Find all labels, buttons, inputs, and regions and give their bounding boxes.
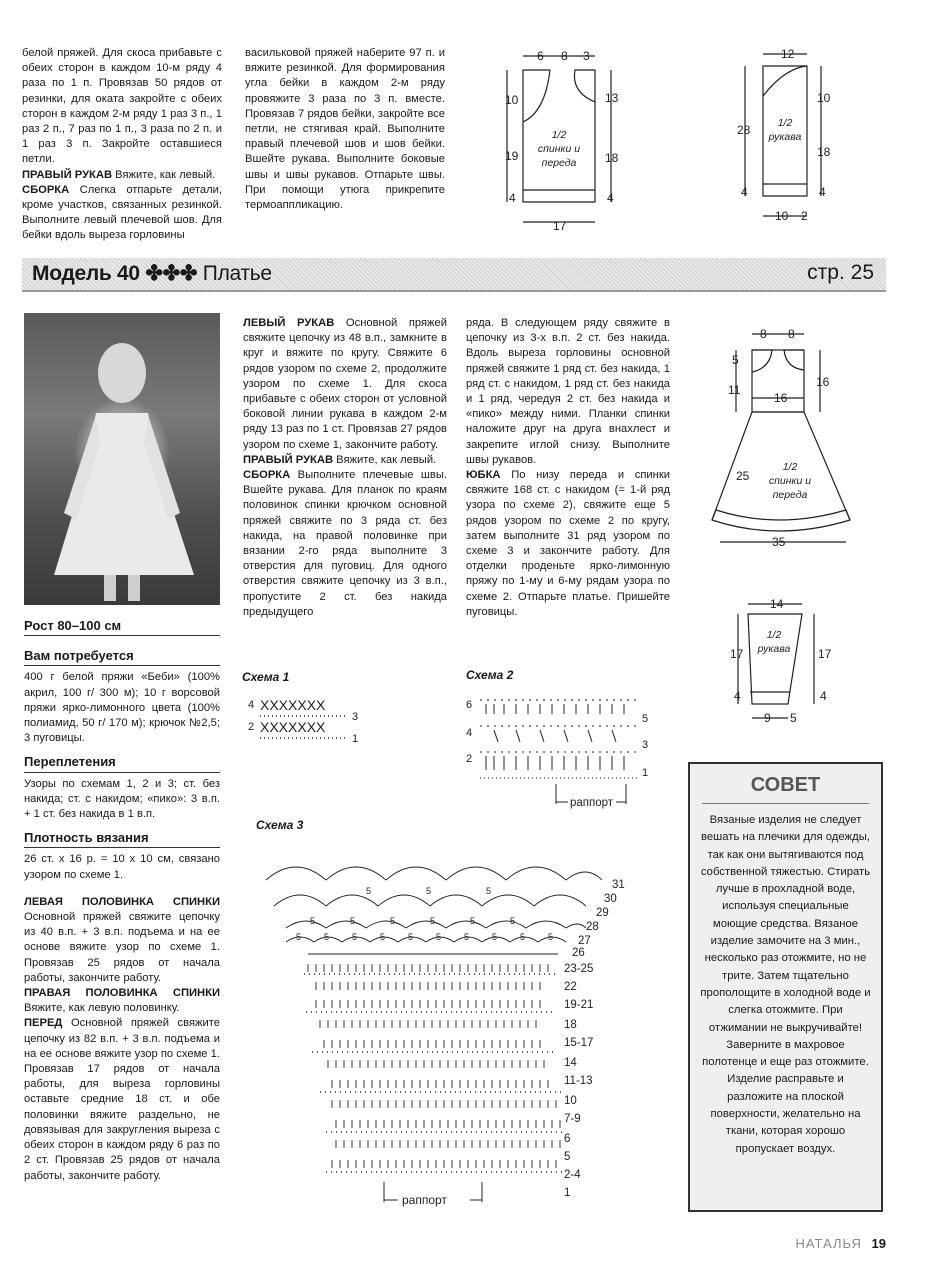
label-line2: спинки и bbox=[768, 475, 812, 487]
svg-text:5: 5 bbox=[642, 713, 649, 725]
svg-text:30: 30 bbox=[604, 893, 617, 905]
assembly-heading-2: СБОРКА bbox=[243, 469, 291, 482]
model-banner bbox=[22, 258, 886, 292]
svg-text:2: 2 bbox=[248, 721, 255, 733]
scheme-1-title: Схема 1 bbox=[242, 670, 290, 684]
tip-box bbox=[688, 762, 883, 1212]
dim-left-3: 4 bbox=[509, 191, 516, 205]
dim-right: 16 bbox=[816, 375, 830, 389]
dim-top-a: 6 bbox=[537, 49, 544, 63]
scheme-3-title: Схема 3 bbox=[256, 818, 304, 832]
materials-heading: Вам потребуется bbox=[24, 648, 220, 666]
height-heading: Рост 80–100 см bbox=[24, 618, 220, 636]
svg-text:1: 1 bbox=[642, 767, 649, 779]
right-sleeve-text: Вяжите, как левый. bbox=[333, 453, 437, 466]
dim-top-c: 3 bbox=[583, 49, 590, 63]
assembly-text-2: Выполните плечевые швы. Вшейте рукава. Для планок по краям половинок спинки крючком основной пряжей свяжите по 3 ряда ст. без накида, на правой половинке при вязании 2-го ряда выполните 3 отверстия для пуговиц. Для одного отверстия свяжите цепочку из 3 в.п., пропустите 2 ст. без накида предыдущего bbox=[243, 469, 447, 618]
label-line2: рукава bbox=[757, 643, 791, 655]
diagram-dress-sleeve bbox=[728, 596, 848, 730]
skirt-text: По низу переда и спинки свяжите 168 ст. с накидом (= 1-й ряд узора по схеме 2), свяжите еще 5 рядов узором по схеме 2 по кругу, затем выполните 31 ряд узором по схеме 3 и закончите работу. Для отделки проденьте ярко-лимонную пряжу по 1-му и 6-му рядам узора по схеме 2. Отпарьте платье. Пришейте пуговицы. bbox=[466, 469, 670, 618]
dim-right-1: 13 bbox=[605, 91, 619, 105]
tip-text: Вязаные изделия не следует вешать на плечики для одежды, так как они вытягиваются под собственной тяжестью. Стирать лучше в прохладной воде, используя специальные моющие средства. Вязаное изделие замочите на 3 мин., несколько раз отожмите, но не трите. Затем тщательно прополощите в холодной воде и слегка отожмите. При отжимании не выкручивайте! Заверните в махровое полотенце и еще раз отожмите. Изделие расправьте и разложите на плоской поверхности, желательно на ткани, которая хорошо пропускает воздух. bbox=[700, 814, 871, 1155]
dim-right-1: 10 bbox=[817, 91, 831, 105]
model-name: Платье bbox=[202, 262, 272, 285]
assembly-heading: СБОРКА bbox=[22, 183, 70, 196]
svg-text:18: 18 bbox=[564, 1019, 577, 1031]
dim-bottom-a: 9 bbox=[764, 711, 771, 725]
svg-text:5: 5 bbox=[436, 932, 442, 942]
scheme-3-rapport-label: раппорт bbox=[402, 1193, 447, 1207]
dim-top: 14 bbox=[770, 597, 784, 611]
page-number: 19 bbox=[871, 1236, 886, 1251]
dim-left-1: 10 bbox=[505, 93, 519, 107]
label-fraction: 1/2 bbox=[766, 629, 782, 641]
svg-text:14: 14 bbox=[564, 1057, 577, 1069]
left-sleeve-text: Основной пряжей свяжите цепочку из 48 в.п., замкните в круг и вяжите по кругу. Свяжите 6 рядов узором по схеме 2, продолжите узором по схеме 1. Для скоса прибавьте с обеих сторон от условной боковой линии рукава в каждом 2-м ряду 13 раз по 1 ст. Провязав 27 рядов узором по схеме 1, закончите работу. bbox=[243, 317, 447, 451]
dim-right: 17 bbox=[818, 647, 832, 661]
model-title bbox=[32, 261, 272, 286]
scheme-2-rapport-label: раппорт bbox=[570, 797, 614, 809]
left-back-text: Основной пряжей свяжите цепочку из 40 в.п. + 3 в.п. подъема и на ее основе вяжите узор по схеме 1. Провязав 25 рядов от начала работы, закончите работу. bbox=[24, 911, 220, 984]
svg-text:26: 26 bbox=[572, 947, 585, 959]
svg-text:5: 5 bbox=[380, 932, 386, 942]
front-heading: ПЕРЕД bbox=[24, 1017, 63, 1030]
label-fraction: 1/2 bbox=[777, 117, 793, 129]
svg-text:5: 5 bbox=[366, 886, 372, 896]
dim-left: 28 bbox=[737, 123, 751, 137]
label-line3: переда bbox=[541, 157, 577, 169]
dress-photo bbox=[24, 313, 220, 605]
svg-text:1: 1 bbox=[564, 1187, 571, 1199]
right-sleeve-text: Вяжите, как левый. bbox=[112, 168, 216, 181]
left-sleeve-heading: ЛЕВЫЙ РУКАВ bbox=[243, 317, 335, 329]
right-sleeve-heading: ПРАВЫЙ РУКАВ bbox=[22, 168, 113, 181]
scheme-2-chart bbox=[464, 694, 664, 814]
dim-bottom-b: 5 bbox=[790, 711, 797, 725]
diagram-dress-body bbox=[700, 320, 900, 556]
materials-text: 400 г белой пряжи «Беби» (100% акрил, 100 г/ 300 м); 10 г ворсовой пряжи ярко-лимонного цвета (100% полиамид, 50 г/ 170 м); крючок №2,5; 3 пуговицы. bbox=[24, 671, 220, 745]
dim-right-3: 4 bbox=[607, 191, 614, 205]
dim-top-a: 8 bbox=[760, 327, 767, 341]
svg-text:2-4: 2-4 bbox=[564, 1169, 581, 1181]
svg-text:5: 5 bbox=[510, 916, 516, 926]
svg-text:7-9: 7-9 bbox=[564, 1113, 581, 1125]
right-back-text: Вяжите, как левую половинку. bbox=[24, 1002, 180, 1015]
dim-bottom: 10 bbox=[775, 209, 789, 223]
svg-text:4: 4 bbox=[248, 699, 255, 711]
left-back-heading: ЛЕВАЯ ПОЛОВИНКА СПИНКИ bbox=[24, 895, 220, 908]
svg-text:5: 5 bbox=[486, 886, 492, 896]
page-reference: стр. 25 bbox=[807, 261, 874, 284]
svg-text:5: 5 bbox=[430, 916, 436, 926]
right-sleeve-heading: ПРАВЫЙ РУКАВ bbox=[243, 453, 334, 466]
dim-top-b: 8 bbox=[561, 49, 568, 63]
svg-text:5: 5 bbox=[352, 932, 358, 942]
svg-text:11-13: 11-13 bbox=[564, 1075, 593, 1087]
svg-text:1: 1 bbox=[352, 733, 359, 745]
svg-text:5: 5 bbox=[426, 886, 432, 896]
dim-left-2: 4 bbox=[741, 185, 748, 199]
dim-top-b: 8 bbox=[788, 327, 795, 341]
svg-text:3: 3 bbox=[642, 739, 649, 751]
svg-text:15-17: 15-17 bbox=[564, 1037, 594, 1049]
svg-text:4: 4 bbox=[466, 727, 473, 739]
left-column bbox=[24, 618, 220, 1184]
diagram-half-back-front bbox=[495, 42, 625, 234]
assembly-text: Слегка отпарьте детали, кроме участков, связанных резинкой. Выполните левый плечевой шов. Для бейки вдоль выреза горловины bbox=[22, 183, 222, 242]
magazine-name: НАТАЛЬЯ bbox=[795, 1236, 862, 1251]
svg-text:28: 28 bbox=[586, 921, 599, 933]
dim-right-3: 4 bbox=[819, 185, 826, 199]
svg-text:3: 3 bbox=[352, 711, 359, 723]
svg-text:5: 5 bbox=[324, 932, 330, 942]
svg-text:5: 5 bbox=[408, 932, 414, 942]
top-column-2 bbox=[245, 46, 445, 213]
model-number: Модель 40 bbox=[32, 262, 140, 285]
dim-left-2: 11 bbox=[728, 383, 741, 397]
svg-text:10: 10 bbox=[564, 1095, 577, 1107]
stitches-heading: Переплетения bbox=[24, 754, 220, 772]
svg-text:6: 6 bbox=[466, 699, 473, 711]
svg-text:27: 27 bbox=[578, 935, 591, 947]
skirt-heading: ЮБКА bbox=[466, 469, 501, 482]
page-footer bbox=[796, 1236, 886, 1251]
svg-text:XXXXXXX: XXXXXXX bbox=[260, 719, 326, 735]
svg-text:5: 5 bbox=[296, 932, 302, 942]
dim-middle: 16 bbox=[774, 391, 788, 405]
scheme-2-title: Схема 2 bbox=[466, 668, 514, 682]
dim-left-2: 4 bbox=[734, 689, 741, 703]
dim-bottom: 35 bbox=[772, 535, 786, 549]
top-column-1 bbox=[22, 46, 222, 244]
dim-bottom-2: 2 bbox=[801, 209, 808, 223]
svg-text:5: 5 bbox=[464, 932, 470, 942]
label-line2: рукава bbox=[768, 131, 802, 143]
front-text: Основной пряжей свяжите цепочку из 82 в.п. + 3 в.п. подъема и на ее основе вяжите узор по схеме 1. Провязав 17 рядов от начала работы, для выреза горловины оставьте средние 18 ст. и обе половинки вяжите раздельно, не довязывая для закругления выреза с обеих сторон в каждом ряду 6 раз по 2 ст. Провязав 25 рядов от начала работы, закончите работу. bbox=[24, 1017, 220, 1182]
label-fraction: 1/2 bbox=[551, 129, 567, 141]
dim-right-2: 18 bbox=[817, 145, 831, 159]
diagram-half-sleeve bbox=[735, 46, 845, 228]
svg-text:2: 2 bbox=[466, 753, 473, 765]
gauge-text: 26 ст. х 16 р. = 10 х 10 см, связано узором по схеме 1. bbox=[24, 853, 220, 881]
svg-text:5: 5 bbox=[548, 932, 554, 942]
top-col1-text: белой пряжей. Для скоса прибавьте с обеих сторон в каждом 10-м ряду 4 раза по 1 п. Провязав 50 рядов от резинки, для оката закройте с обеих сторон в каждом 2-м ряду 1 раз 3 п., 1 раз 2 п., 7 раз по 1 п., 3 раза по 2 п. и 1 раз 3 п. Закройте оставшиеся петли. bbox=[22, 47, 222, 166]
tip-heading: СОВЕТ bbox=[702, 764, 869, 804]
stitches-text: Узоры по схемам 1, 2 и 3; ст. без накида; ст. с накидом; «пико»: 3 в.п. + 1 ст. без накида в 1 в.п. bbox=[24, 777, 220, 821]
right-column bbox=[466, 316, 670, 620]
svg-text:5: 5 bbox=[520, 932, 526, 942]
dim-left-1: 5 bbox=[732, 353, 739, 367]
right-back-heading: ПРАВАЯ ПОЛОВИНКА СПИНКИ bbox=[24, 987, 220, 1000]
svg-text:22: 22 bbox=[564, 981, 577, 993]
gauge-heading: Плотность вязания bbox=[24, 830, 220, 848]
svg-text:19-21: 19-21 bbox=[564, 999, 594, 1011]
svg-text:5: 5 bbox=[310, 916, 316, 926]
scheme-3-chart bbox=[256, 850, 636, 1212]
svg-text:23-25: 23-25 bbox=[564, 963, 594, 975]
svg-text:5: 5 bbox=[564, 1151, 571, 1163]
svg-text:5: 5 bbox=[492, 932, 498, 942]
dim-bottom: 17 bbox=[553, 219, 567, 233]
label-fraction: 1/2 bbox=[782, 461, 798, 473]
ornament-icon: ✤✤✤ bbox=[145, 262, 198, 285]
label-line2: спинки и bbox=[537, 143, 581, 155]
dim-right-2: 4 bbox=[820, 689, 827, 703]
svg-text:29: 29 bbox=[596, 907, 609, 919]
svg-text:6: 6 bbox=[564, 1133, 571, 1145]
dim-top: 12 bbox=[781, 47, 795, 61]
svg-text:5: 5 bbox=[350, 916, 356, 926]
svg-text:XXXXXXX: XXXXXXX bbox=[260, 697, 326, 713]
dim-diagonal: 25 bbox=[736, 469, 750, 483]
dim-left: 17 bbox=[730, 647, 744, 661]
middle-column bbox=[243, 316, 447, 620]
svg-text:31: 31 bbox=[612, 879, 625, 891]
dim-left-2: 19 bbox=[505, 149, 519, 163]
svg-text:5: 5 bbox=[390, 916, 396, 926]
scheme-1-chart bbox=[246, 694, 366, 750]
top-col2-text: васильковой пряжей наберите 97 п. и вяжите резинкой. Для формирования угла бейки в каждом 2-м ряду провяжите 3 раза по 3 п. вместе. Провязав 7 рядов бейки, закройте все петли, не стягивая край. Выполните правый плечевой шов и шов бейки. Вшейте рукава. Выполните боковые швы и швы рукавов. Отпарьте швы. При помощи утюга прикрепите термоаппликацию. bbox=[245, 47, 445, 212]
right-col-text: ряда. В следующем ряду свяжите в цепочку из 3-х в.п. 2 ст. без накида. Вдоль выреза горловины основной пряжей свяжите 1 ряд ст. без накида, 1 ряд ст. с накидом, 1 ряд ст. без накида и 1 ряд, чередуя 2 ст. без накида и «пико» между ними. Планки спинки наложите друг на друга внахлест и закрепите иглой снизу. Выполните швы рукавов. bbox=[466, 317, 670, 466]
svg-text:5: 5 bbox=[470, 916, 476, 926]
dim-right-2: 18 bbox=[605, 151, 619, 165]
label-line3: переда bbox=[772, 489, 808, 501]
